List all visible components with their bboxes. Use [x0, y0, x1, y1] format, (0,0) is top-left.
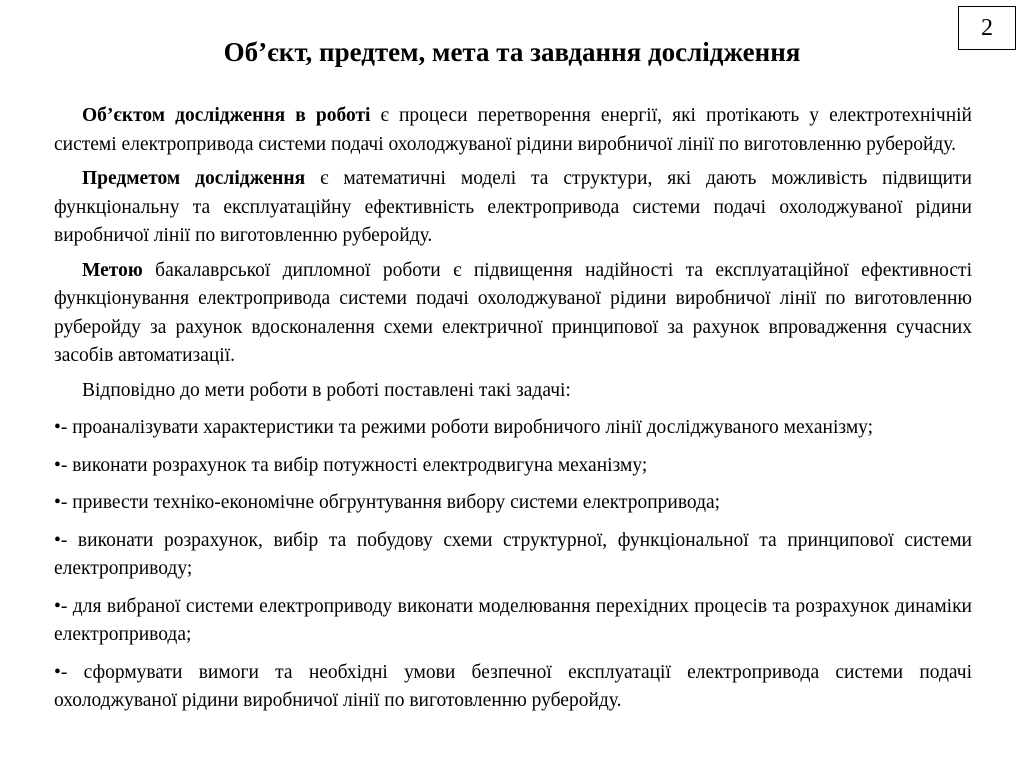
slide-body	[54, 102, 972, 716]
object-paragraph	[54, 102, 972, 159]
task-item: •- сформувати вимоги та необхідні умови безпечної експлуатації електропривода системи подачі охолоджуваної рідини виробничої лінії по виготовленню руберойду.	[54, 661, 972, 711]
subject-lead: Предметом дослідження	[82, 168, 306, 189]
subject-paragraph	[54, 165, 972, 251]
page-number: 2	[958, 6, 1016, 50]
object-text: є процеси перетворення енергії, які протікають у електротехнічній системі електропривода системи подачі охолоджуваної рідини виробничої лінії по виготовленню руберойду.	[54, 105, 972, 155]
object-lead: Об’єктом дослідження в роботі	[82, 105, 371, 126]
task-item: •- виконати розрахунок та вибір потужності електродвигуна механізму;	[54, 454, 648, 476]
goal-text: бакалаврської дипломної роботи є підвищення надійності та експлуатаційної ефективності функціонування електропривода системи подачі охолоджуваної рідини виробничої лінії по виготовленню руберойду за рахунок вдосконалення схеми електричної принципової за рахунок впровадження сучасних засобів автоматизації.	[54, 259, 972, 366]
slide-title: Об’єкт, предтем, мета та завдання дослідження	[223, 37, 801, 67]
task-item: •- виконати розрахунок, вибір та побудову схеми структурної, функціональної та принципової системи електроприводу;	[54, 529, 972, 579]
tasks-intro: Відповідно до мети роботи в роботі поставлені такі задачі:	[82, 379, 571, 401]
task-item: •- проаналізувати характеристики та режими роботи виробничого лінії досліджуваного механізму;	[54, 417, 874, 438]
task-item: •- привести техніко-економічне обгрунтування вибору системи електропривода;	[54, 492, 721, 513]
subject-text: є математичні моделі та структури, які дають можливість підвищити функціональну та експлуатаційну ефективність електропривода системи подачі охолоджуваної рідини виробничої лінії по виготовленню руберойду.	[54, 168, 972, 246]
task-item: •- для вибраної системи електроприводу виконати моделювання перехідних процесів та розрахунок динаміки електропривода;	[54, 595, 972, 645]
goal-lead: Метою	[82, 259, 143, 281]
goal-paragraph	[54, 257, 972, 371]
